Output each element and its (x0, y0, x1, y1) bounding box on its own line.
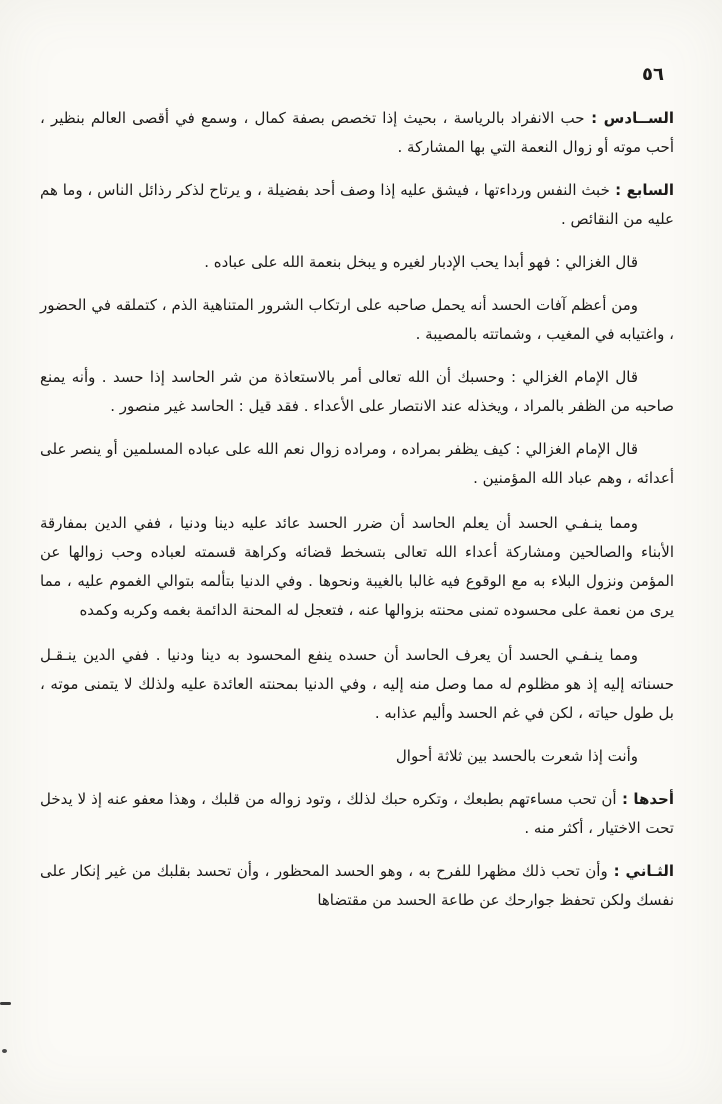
paragraph (40, 641, 674, 728)
scan-artifact-dash (0, 1002, 11, 1005)
paragraph-text: أن تحب مساءتهم بطبعك ، وتكره حبك لذلك ، وتود زواله من قلبك ، وهذا معفو عنه إذ لا يدخل تحت الاختيار ، أكثر منه . (40, 790, 674, 837)
paragraph (40, 248, 674, 277)
paragraph-text: قال الإمام الغزالي : وحسبك أن الله تعالى أمر بالاستعاذة من شر الحاسد إذا حسد . وأنه يمنع صاحبه من الظفر بالمراد ، ويخذله عند الانتصار على الأعداء . فقد قيل : الحاسد غير منصور . (40, 368, 674, 415)
paragraph (40, 176, 674, 234)
paragraph-text: ومما ينـفـي الحسد أن يعرف الحاسد أن حسده ينفع المحسود به دينا ودنيا . ففي الدين ينـقـل حسناته إليه إذ هو مظلوم له مما وصل منه إليه ، وفي الدنيا بمحنته العائدة عليه ولذلك لا يتمنى موته ، بل طول حياته ، لكن في غم الحسد وأليم عذابه . (40, 646, 674, 722)
paragraph (40, 104, 674, 162)
paragraph (40, 857, 674, 915)
paragraph-text: قال الغزالي : فهو أبدا يحب الإدبار لغيره و يبخل بنعمة الله على عباده . (204, 253, 638, 271)
paragraph-text: قال الإمام الغزالي : كيف يظفر بمراده ، ومراده زوال نعم الله على عباده المسلمين أو ينصر على أعدائه ، وهم عباد الله المؤمنين . (40, 440, 674, 487)
paragraph-lead: أحدها : (616, 790, 675, 808)
paragraph (40, 435, 674, 493)
scan-artifact-dot (2, 1049, 7, 1053)
paragraph-text: خبث النفس ورداءتها ، فيشق عليه إذا وصف أحد بفضيلة ، و يرتاح لذكر رذائل الناس ، وما هم عليه من النقائص . (40, 181, 674, 228)
paragraph-text: حب الانفراد بالرياسة ، بحيث إذا تخصص بصفة كمال ، وسمع في أقصى العالم بنظير ، أحب موته أو زوال النعمة التي بها المشاركة . (40, 109, 674, 156)
paragraph (40, 363, 674, 421)
paragraph (40, 785, 674, 843)
paragraph-text: وأنت إذا شعرت بالحسد بين ثلاثة أحوال (395, 747, 638, 765)
paragraph-text: ومن أعظم آفات الحسد أنه يحمل صاحبه على ارتكاب الشرور المتناهية الذم ، كتملقه في الحضور ، واغتيابه في المغيب ، وشماتته بالمصيبة . (40, 296, 674, 343)
paragraph (40, 742, 674, 771)
paragraph-lead: السابع : (609, 181, 675, 199)
paragraph (40, 291, 674, 349)
paragraph-lead: الســادس : (584, 109, 674, 127)
page-number: ٥٦ (642, 64, 664, 85)
paragraph-lead: الثـاني : (607, 862, 674, 880)
paragraph (40, 509, 674, 625)
paragraph-text: وأن تحب ذلك مظهرا للفرح به ، وهو الحسد المحظور ، وأن تحسد بقلبك من غير إنكار على نفسك ولكن تحفظ جوارحك عن طاعة الحسد من مقتضاها (40, 862, 674, 909)
paragraph-text: ومما ينـفـي الحسد أن يعلم الحاسد أن ضرر الحسد عائد عليه دينا ودنيا ، ففي الدين بمفارقة الأبناء والصالحين ومشاركة أعداء الله تعالى بتسخط قضائه وكراهة قسمته لعباده وحب زوالها عن المؤمن ونزول البلاء به مع الوقوع فيه غالبا بالغيبة ونحوها . وفي الدنيا بتألمه بتوالي الغموم عليه ، مما يرى من نعمة على محسوده تمنى محنته بزوالها عنه ، فتعجل له المحنة الدائمة بغمه وكربه وكمده (40, 514, 674, 619)
page-content (40, 104, 674, 929)
